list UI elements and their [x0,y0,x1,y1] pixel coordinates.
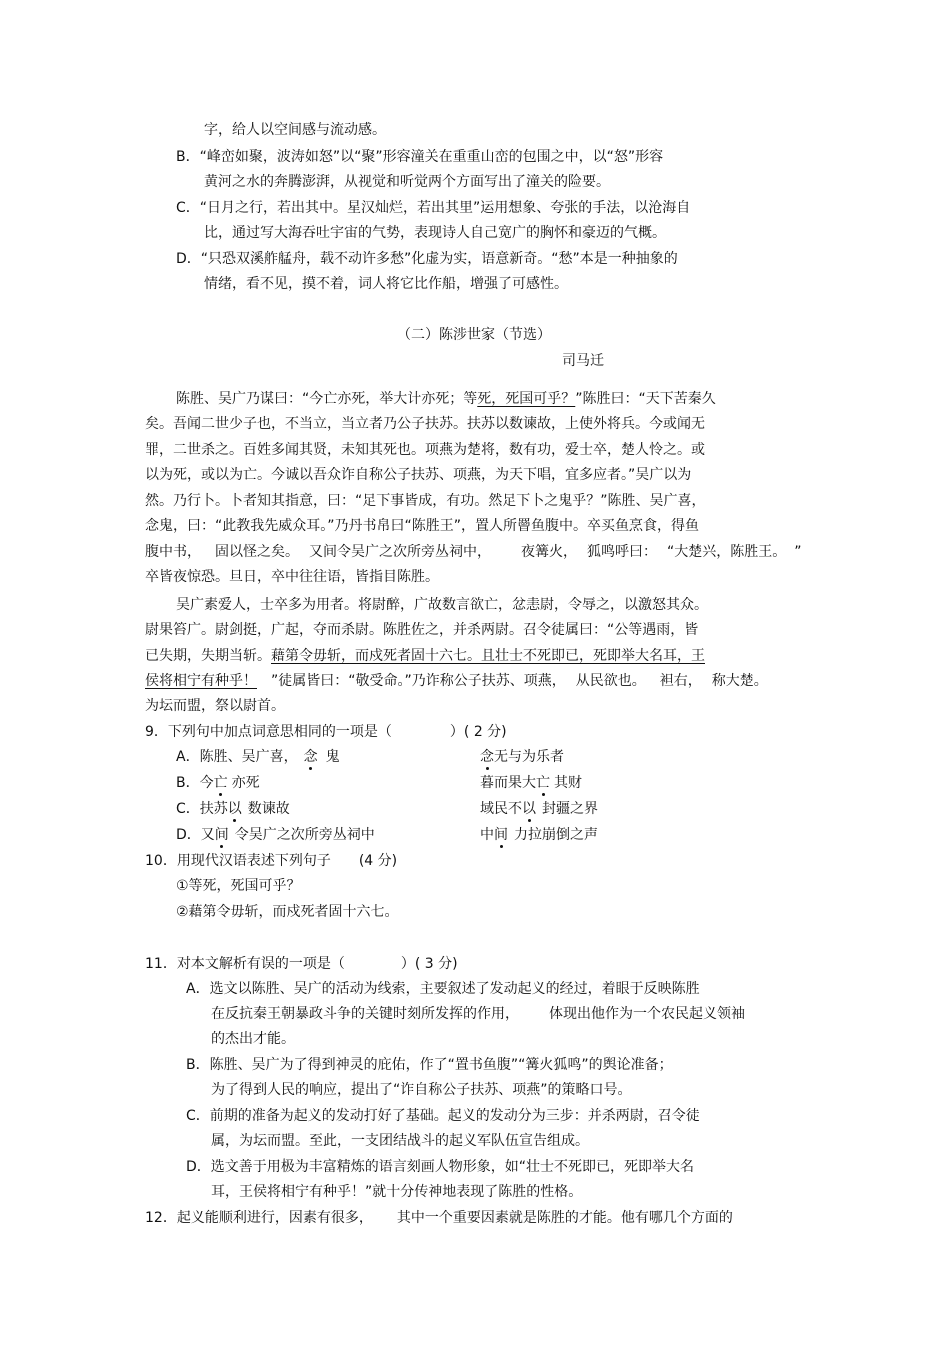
q11-option-c [186,1107,700,1125]
q9-option-a-left [176,748,340,766]
passage-text: 从民欲也。 [575,673,646,689]
section-title: （二）陈涉世家（节选） [397,327,551,343]
option-text: 今 [199,775,214,791]
option-label: A． [186,981,210,997]
option-text: 选文善于用极为丰富精炼的语言刻画人物形象，如“壮士不死即已，死即举大名 [210,1159,695,1175]
option-text: 力拉崩倒之声 [514,827,598,843]
q11-option-c-line2: 属，为坛而盟。至此，一支团结战斗的起义军队伍宣告组成。 [211,1133,589,1149]
passage-text: 又间令吴广之次所旁丛祠中， [309,544,491,560]
q10-sentence-2: ②藉第令毋斩，而戍死者固十六七。 [176,904,399,920]
passage-text: 袒右， [659,673,702,689]
option-label: A． [176,749,200,765]
question-stem: 12．起义能顺利进行，因素有很多， [145,1210,373,1226]
question-score: (4 分) [358,853,398,869]
emphasized-word: 亡 [213,775,228,791]
passage-p1-line8: 卒皆夜惊恐。旦日，卒中往往语，皆指目陈胜。 [145,569,439,585]
passage-p2-line4 [145,672,768,690]
q9-option-b-right [480,774,582,792]
option-text: 前期的准备为起义的发动打好了基础。起义的发动分为三步：并杀两尉，召令徒 [209,1108,700,1124]
passage-p1-line7 [145,543,802,561]
q9-option-b-left [176,774,260,792]
underlined-sentence: 藉第令毋斩，而戍死者固十六七。 [271,648,481,664]
option-text: 暮而果大 [480,775,536,791]
passage-text: 称大楚。 [711,673,768,689]
passage-text: 陈胜、吴广乃谋曰：“今亡亦死，举大计亦死；等 [176,391,478,407]
q8-option-a-continuation: 字，给人以空间感与流动感。 [204,122,386,138]
passage-text: 夜篝火， [521,544,577,560]
option-text: “日月之行，若出其中。星汉灿烂，若出其里”运用想象、夸张的手法，以沧海自 [199,200,691,216]
passage-text: ” [794,544,802,560]
passage-p1-line2: 矣。吾闻二世少子也，不当立，当立者乃公子扶苏。扶苏以数谏故，上使外将兵。今或闻无 [145,416,705,432]
passage-text: 已失期，失期当斩。 [145,648,271,664]
option-text: 数谏故 [247,801,290,817]
option-text: “峰峦如聚，波涛如怒”以“聚”形容潼关在重重山峦的包围之中，以“怒”形容 [199,149,664,165]
underlined-sentence: 且壮士不死即已，死即举大名耳，王 [481,648,705,664]
option-text: 域民不 [480,801,522,817]
q10-sentence-1: ①等死，死国可乎？ [176,878,301,894]
option-text: 体现出他作为一个农民起义领袖 [549,1006,745,1022]
q9-option-c-left [176,800,290,818]
option-label: D． [176,251,201,267]
passage-text: 狐鸣呼曰： [587,544,657,560]
option-label: B． [176,775,200,791]
q12-stem [145,1209,733,1227]
passage-text: ”徒属皆曰：“敬受命。”乃诈称公子扶苏、项燕， [271,673,566,689]
option-text: 鬼 [325,749,340,765]
passage-p2-line5: 为坛而盟，祭以尉首。 [145,698,285,714]
option-text: 又 [200,827,215,843]
option-label: D． [186,1159,211,1175]
q9-option-d-left [176,826,375,844]
passage-p1-line5: 然。乃行卜。卜者知其指意，曰：“足下事皆成，有功。然足下卜之鬼乎？”陈胜、吴广喜， [145,493,706,509]
q9-option-c-right [480,800,598,818]
q11-option-d-line2: 耳，王侯将相宁有种乎！”就十分传神地表现了陈胜的性格。 [211,1184,583,1200]
q11-option-b-line2: 为了得到人民的响应，提出了“诈自称公子扶苏、项燕”的策略口号。 [211,1082,632,1098]
option-text: 封疆之界 [542,801,598,817]
passage-p1-line6: 念鬼，曰：“此教我先威众耳。”乃丹书帛曰“陈胜王”，置人所罾鱼腹中。卒买鱼烹食，得鱼 [145,518,700,534]
option-text: 其财 [554,775,582,791]
option-text: 亦死 [231,775,260,791]
option-text: 陈胜、吴广喜， [199,749,298,765]
q11-option-a-line3: 的杰出才能。 [211,1031,295,1047]
emphasized-word: 念 [480,749,494,765]
q11-option-a [186,980,700,998]
passage-p2-line3 [145,647,705,665]
option-label: D． [176,827,201,843]
passage-text: 腹中书， [145,544,201,560]
emphasized-word: 念 [303,749,318,765]
q8-option-c-line2: 比，通过写大海吞吐宇宙的气势，表现诗人自己宽广的胸怀和豪迈的气概。 [204,225,666,241]
option-label: C． [186,1108,210,1124]
option-text: 选文以陈胜、吴广的活动为线索，主要叙述了发动起义的经过，着眼于反映陈胜 [209,981,700,997]
q8-option-b-line2: 黄河之水的奔腾澎湃，从视觉和听觉两个方面写出了潼关的险要。 [204,174,610,190]
passage-p1-line1 [176,390,716,408]
question-stem: 其中一个重要因素就是陈胜的才能。他有哪几个方面的 [396,1210,733,1226]
passage-text: ”陈胜曰：“天下苦秦久 [575,391,716,407]
underlined-sentence: 死，死国可乎？ [477,391,576,407]
passage-text: 固以怪之矣。 [215,544,299,560]
q11-option-d [186,1158,694,1176]
q11-option-a-line2 [211,1005,745,1023]
q11-option-b [186,1056,673,1074]
option-text: 扶苏 [199,801,228,817]
option-text: 陈胜、吴广为了得到神灵的庇佑，作了“置书鱼腹”“篝火狐鸣”的舆论准备； [209,1057,673,1073]
q8-option-d [176,250,678,268]
option-text: 中 [480,827,494,843]
q11-stem [145,955,458,973]
q8-option-c [176,199,690,217]
q9-option-d-right [480,826,598,844]
emphasized-word: 以 [227,801,242,817]
emphasized-word: 间 [494,827,508,843]
passage-p2-line1: 吴广素爱人，士卒多为用者。将尉醉，广故数言欲亡，忿恚尉，令辱之，以激怒其众。 [176,597,708,613]
emphasized-word: 间 [214,827,229,843]
question-stem: 10．用现代汉语表述下列句子 [145,853,331,869]
option-text: 在反抗秦王朝暴政斗争的关键时刻所发挥的作用， [211,1006,519,1022]
option-text: 令吴广之次所旁丛祠中 [234,827,375,843]
option-label: C． [176,200,200,216]
question-score: ）( 3 分) [400,956,458,972]
option-text: 无与为乐者 [494,749,564,765]
q10-stem [145,852,397,870]
passage-p2-line2: 尉果笞广。尉剑挺，广起，夺而杀尉。陈胜佐之，并杀两尉。召令徒属曰：“公等遇雨，皆 [145,622,699,638]
question-stem: 9．下列句中加点词意思相同的一项是（ [145,724,392,740]
passage-text: “大楚兴，陈胜王。 [667,544,787,560]
emphasized-word: 亡 [536,775,550,791]
section-author: 司马迁 [562,353,604,369]
passage-p1-line3: 罪，二世杀之。百姓多闻其贤，未知其死也。项燕为楚将，数有功，爱士卒，楚人怜之。或 [145,442,705,458]
q8-option-b [176,148,663,166]
option-label: B． [176,149,200,165]
question-stem: 11．对本文解析有误的一项是（ [145,956,345,972]
emphasized-word: 以 [522,801,536,817]
underlined-sentence: 侯将相宁有种乎！ [145,673,257,689]
passage-p1-line4: 以为死，或以为亡。今诚以吾众诈自称公子扶苏、项燕，为天下唱，宜多应者。”吴广以为 [145,467,692,483]
option-label: B． [186,1057,210,1073]
q8-option-d-line2: 情绪，看不见，摸不着，词人将它比作船，增强了可感性。 [204,276,568,292]
q9-option-a-right [480,748,564,766]
option-text: “只恐双溪舴艋舟，载不动许多愁”化虚为实，语意新奇。“愁”本是一种抽象的 [200,251,678,267]
q9-stem [145,723,507,741]
question-score: ）( 2 分) [449,724,507,740]
option-label: C． [176,801,200,817]
